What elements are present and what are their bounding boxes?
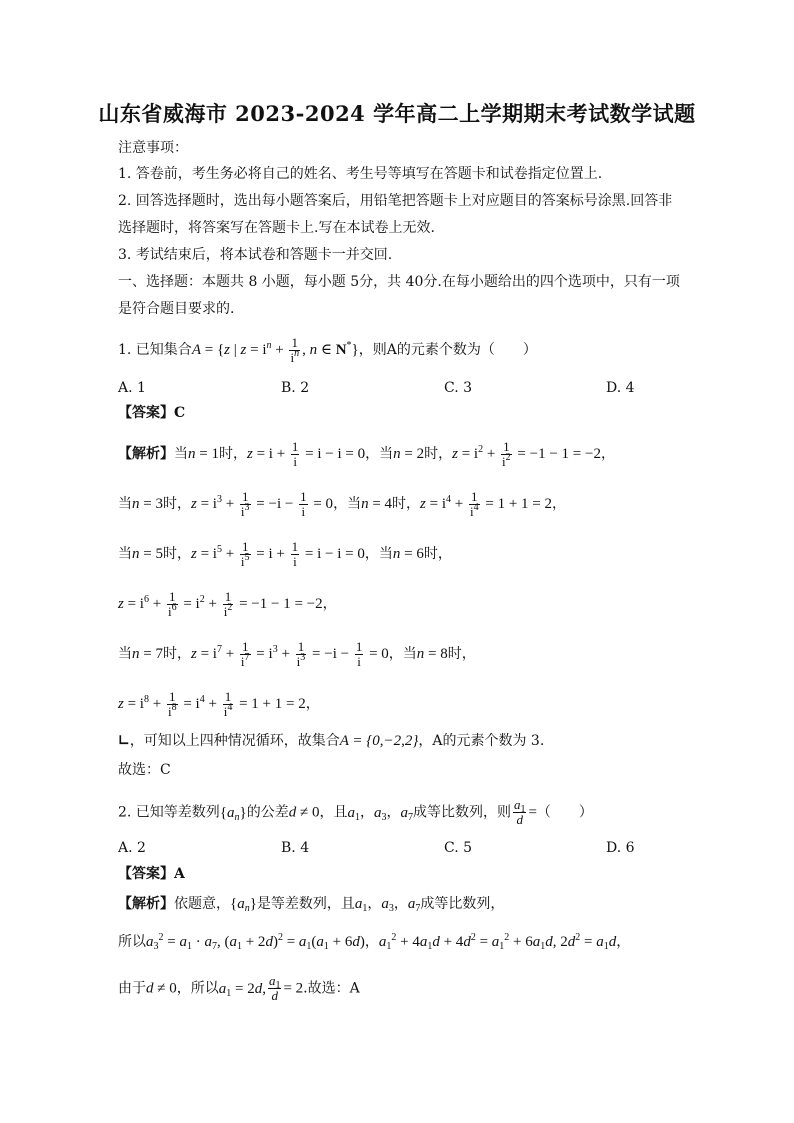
notes-item-3: 3. 考试结束后，将本试卷和答题卡一并交回. [118,247,393,263]
section-heading-line1: 一、选择题：本题共 8 小题，每小题 5分，共 40分.在每小题给出的四个选项中，只有一项 [118,274,680,290]
q1-answer: 【答案】C [118,405,186,421]
q2-analysis-line3: 由于d ≠ 0，所以$a_1 = 2d$, $\frac{a_1}{d}$ = 2.故选：A [118,973,360,1003]
q1-choice: 故选：C [118,762,171,778]
q2-analysis-line2: 所以$a_3^2 = a_1 \cdot a_7$, $(a_1 + 2d)^2 = a_1(a_1 + 6d)$，$a_1^2 + 4a_1d + 4d^2 = a_1^2 + 6a_1d$, $2d^2 = a_1d$， [118,932,631,952]
q1-analysis-label: 【解析】 [118,445,174,462]
q2-analysis-line1: 【解析】依题意，$\{a_n\}$是等差数列，且$a_1$，$a_3$，$a_7$成等比数列， [118,896,505,914]
q1-option-d: D. 4 [606,380,635,396]
q1-stem [118,336,537,365]
q1-option-c: C. 3 [444,380,473,396]
q2-option-c: C. 5 [444,840,473,856]
q1-option-b: B. 2 [281,380,310,396]
q1-conclusion: ∟，可知以上四种情况循环，故集合A = {0,−2,2}，A的元素个数为 3. [118,733,545,749]
q1-analysis-line6: $z = i^8$ + $\frac{1}{i^8}$ = $i^4$ + $\frac{1}{i^4}$ = 1 + 1 = 2， [118,689,320,719]
q1-suffix: ，则A的元素个数为（ ） [358,341,537,358]
notes-heading: 注意事项： [118,140,188,156]
q1-analysis-line4: $z = i^6$ + $\frac{1}{i^6}$ = $i^2$ + $\frac{1}{i^2}$ = −1 − 1 = −2， [118,589,337,619]
q2-stem: 2. 已知等差数列$\{a_n\}$的公差d ≠ 0，且$a_1$，$a_3$，$a_7$成等比数列，则 $\frac{a_1}{d}$ =（ ） [118,797,593,827]
q1-analysis-line2: 当n = 3时，$z = i^3$ + $\frac{1}{i^3}$ = −i − $\frac{1}{i}$ = 0，当n = 4时，$z = i^4$ + $\frac{1}{i^4}$ = 1 + 1 = 2， [118,489,566,519]
q1-set-formula: A = {z | $z = i^n$ + $\frac{1}{i^n}$ , n ∈ N*} [191,335,359,365]
page-title: 山东省威海市 2023-2024 学年高二上学期期末考试数学试题 [98,101,696,126]
q2-option-d: D. 6 [606,840,635,856]
q1-option-a: A. 1 [118,380,146,396]
q2-answer: 【答案】A [118,866,185,882]
q1-prefix: 1. 已知集合 [118,341,192,358]
q1-analysis-line1: 【解析】当n = 1时，z = i + $\frac{1}{i}$ = i − i = 0，当n = 2时，$z = i^2$ + $\frac{1}{i^2}$ = −1 − 1 = −2， [118,439,615,469]
q1-analysis-line3: 当n = 5时，$z = i^5$ + $\frac{1}{i^5}$ = i + $\frac{1}{i}$ = i − i = 0，当n = 6时， [118,539,452,569]
notes-item-2a: 2. 回答选择题时，选出每小题答案后，用铅笔把答题卡上对应题目的答案标号涂黑.回答非 [118,193,673,209]
q1-analysis-line5: 当n = 7时，$z = i^7$ + $\frac{1}{i^7}$ = $i^3$ + $\frac{1}{i^3}$ = −i − $\frac{1}{i}$ = 0，当n = 8时， [118,639,476,669]
section-heading-line2: 是符合题目要求的. [118,301,235,317]
notes-item-2b: 选择题时，将答案写在答题卡上.写在本试卷上无效. [118,220,435,236]
q2-option-b: B. 4 [281,840,310,856]
q2-option-a: A. 2 [118,840,146,856]
corner-mark-icon: ∟ [118,733,130,749]
q1-conclusion-set: A = {0,−2,2} [339,733,419,749]
notes-item-1: 1. 答卷前，考生务必将自己的姓名、考生号等填写在答题卡和试卷指定位置上. [118,166,603,182]
